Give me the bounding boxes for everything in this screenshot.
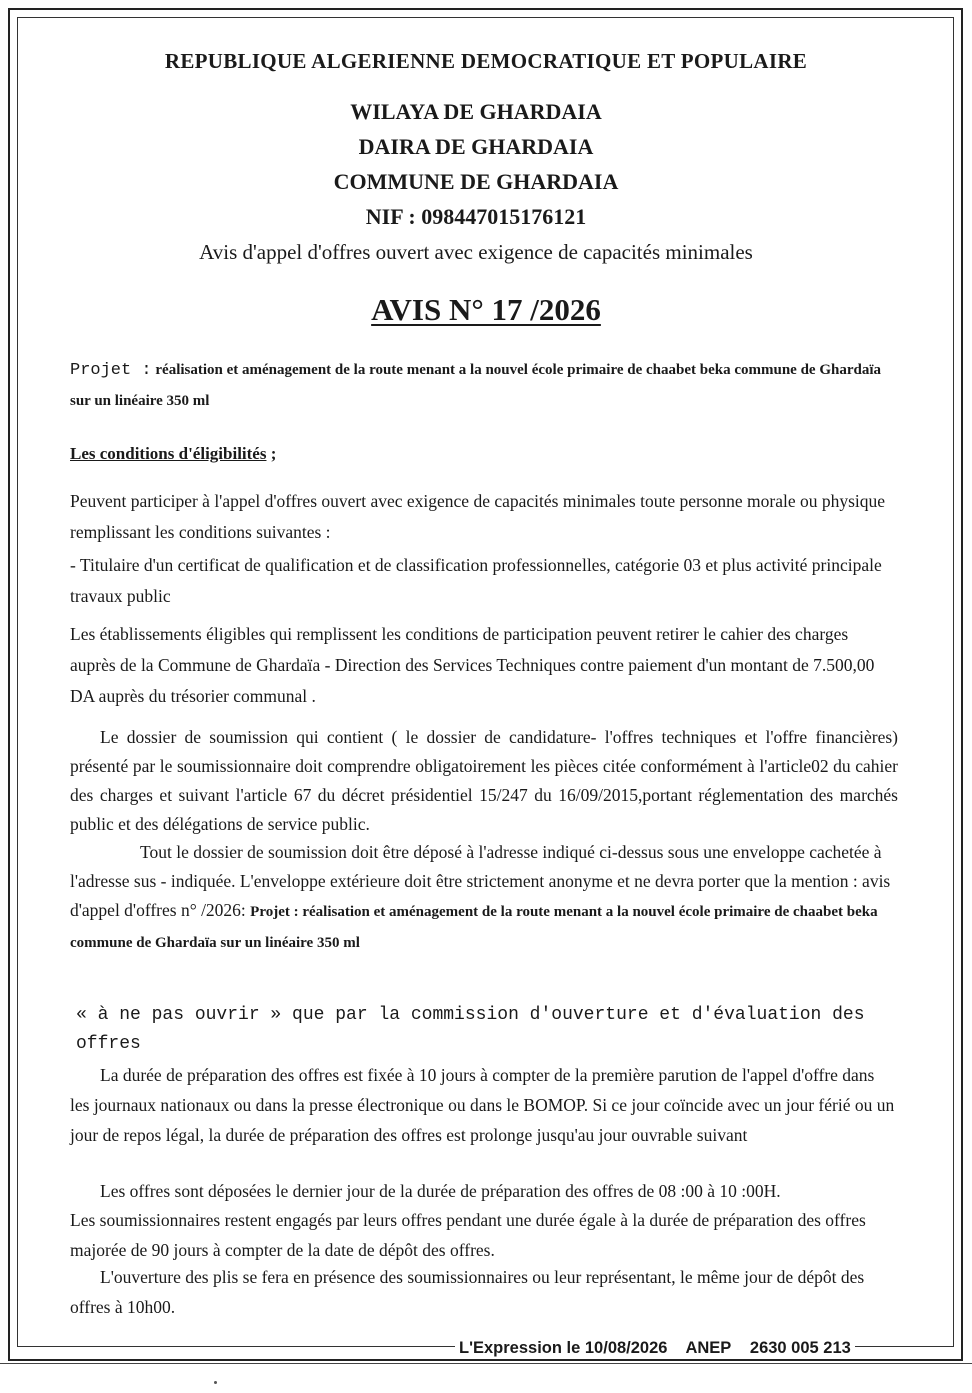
avis-description: Avis d'appel d'offres ouvert avec exigence de capacités minimales [199,240,753,264]
engagement-offres: Les soumissionnaires restent engagés par leurs offres pendant une durée égale à la durée de préparation des offres majorée de 90 jours à compter de la date de dépôt des offres. [70,1210,866,1260]
conditions-title-suffix: ; [266,444,277,463]
wilaya-heading: WILAYA DE GHARDAIA [350,99,602,124]
conditions-bullet: - Titulaire d'un certificat de qualification et de classification professionnelles, catégorie 03 et plus activité principale travaux public [70,555,882,606]
conditions-title [70,438,898,469]
dossier-projet-mention: Projet : réalisation et aménagement de la route menant a la nouvel école primaire de chaabet beka commune de Ghardaïa sur un linéaire 350 ml [70,904,878,951]
projet-section [70,355,898,416]
mention-ne-pas-ouvrir: « à ne pas ouvrir » que par la commission d'ouverture et d'évaluation des offres [76,1005,865,1054]
delai-preparation: La durée de préparation des offres est fixée à 10 jours à compter de la première parution de l'appel d'offre dans les journaux nationaux ou dans la presse électronique ou dans le BOMOP. Si ce jour coïncide avec un jour férié ou un jour de repos légal, la durée de préparation des offres est prolonge jusqu'au jour ouvrable suivant [70,1065,895,1145]
scan-speck [214,1381,217,1384]
ouverture-plis: L'ouverture des plis se fera en présence des soumissionnaires ou leur représentant, le même jour de dépôt des offres à 10h00. [70,1267,865,1317]
daira-heading: DAIRA DE GHARDAIA [358,134,594,159]
projet-label: Projet : [70,361,152,380]
dossier-depot [70,838,898,958]
commune-heading: COMMUNE DE GHARDAIA [333,169,619,194]
republic-heading: REPUBLIQUE ALGERIENNE DEMOCRATIQUE ET POPULAIRE [164,49,808,73]
nif-number: NIF : 098447015176121 [365,204,587,229]
conditions-intro: Peuvent participer à l'appel d'offres ouvert avec exigence de capacités minimales toute personne morale ou physique remplissant les conditions suivantes : [70,491,886,542]
projet-text: réalisation et aménagement de la route menant a la nouvel école primaire de chaabet beka commune de Ghardaïa sur un linéaire 350 ml [70,362,881,409]
bottom-rule [0,1363,972,1364]
avis-number: AVIS N° 17 /2026 [371,292,601,327]
dossier-contenu: Le dossier de soumission qui contient ( le dossier de candidature- l'offres techniques et l'offre financières) présenté par le soumissionnaire doit comprendre obligatoirement les pièces citée conformément à l'article02 du cahier des charges et suivant l'article 67 du décret présidentiel 15/247 du 16/09/2015,portant réglementation des marchés public et des délégations de service public. [70,727,898,834]
depot-horaire: Les offres sont déposées le dernier jour de la durée de préparation des offres de 08 :00 à 10 :00H. [100,1181,781,1201]
conditions-title-text: Les conditions d'éligibilités [70,444,267,463]
publication-agency: ANEP [685,1339,732,1357]
publication-source: L'Expression le 10/08/2026 [459,1339,668,1357]
publication-footer [455,1339,855,1358]
publication-reference: 2630 005 213 [749,1339,851,1357]
dossier-depot-text: Tout le dossier de soumission doit être déposé à l'adresse indiqué ci-dessus sous une enveloppe cachetée à l'adresse sus - indiquée. L'enveloppe extérieure doit être strictement anonyme et ne devra porter que la mention : avis d'appel d'offres n° /2026: [70,842,891,920]
retrait-cahier-des-charges: Les établissements éligibles qui remplissent les conditions de participation peuvent retirer le cahier des charges auprès de la Commune de Ghardaïa - Direction des Services Techniques contre paiement d'un montant de 7.500,00 DA auprès du trésorier communal . [70,624,875,706]
